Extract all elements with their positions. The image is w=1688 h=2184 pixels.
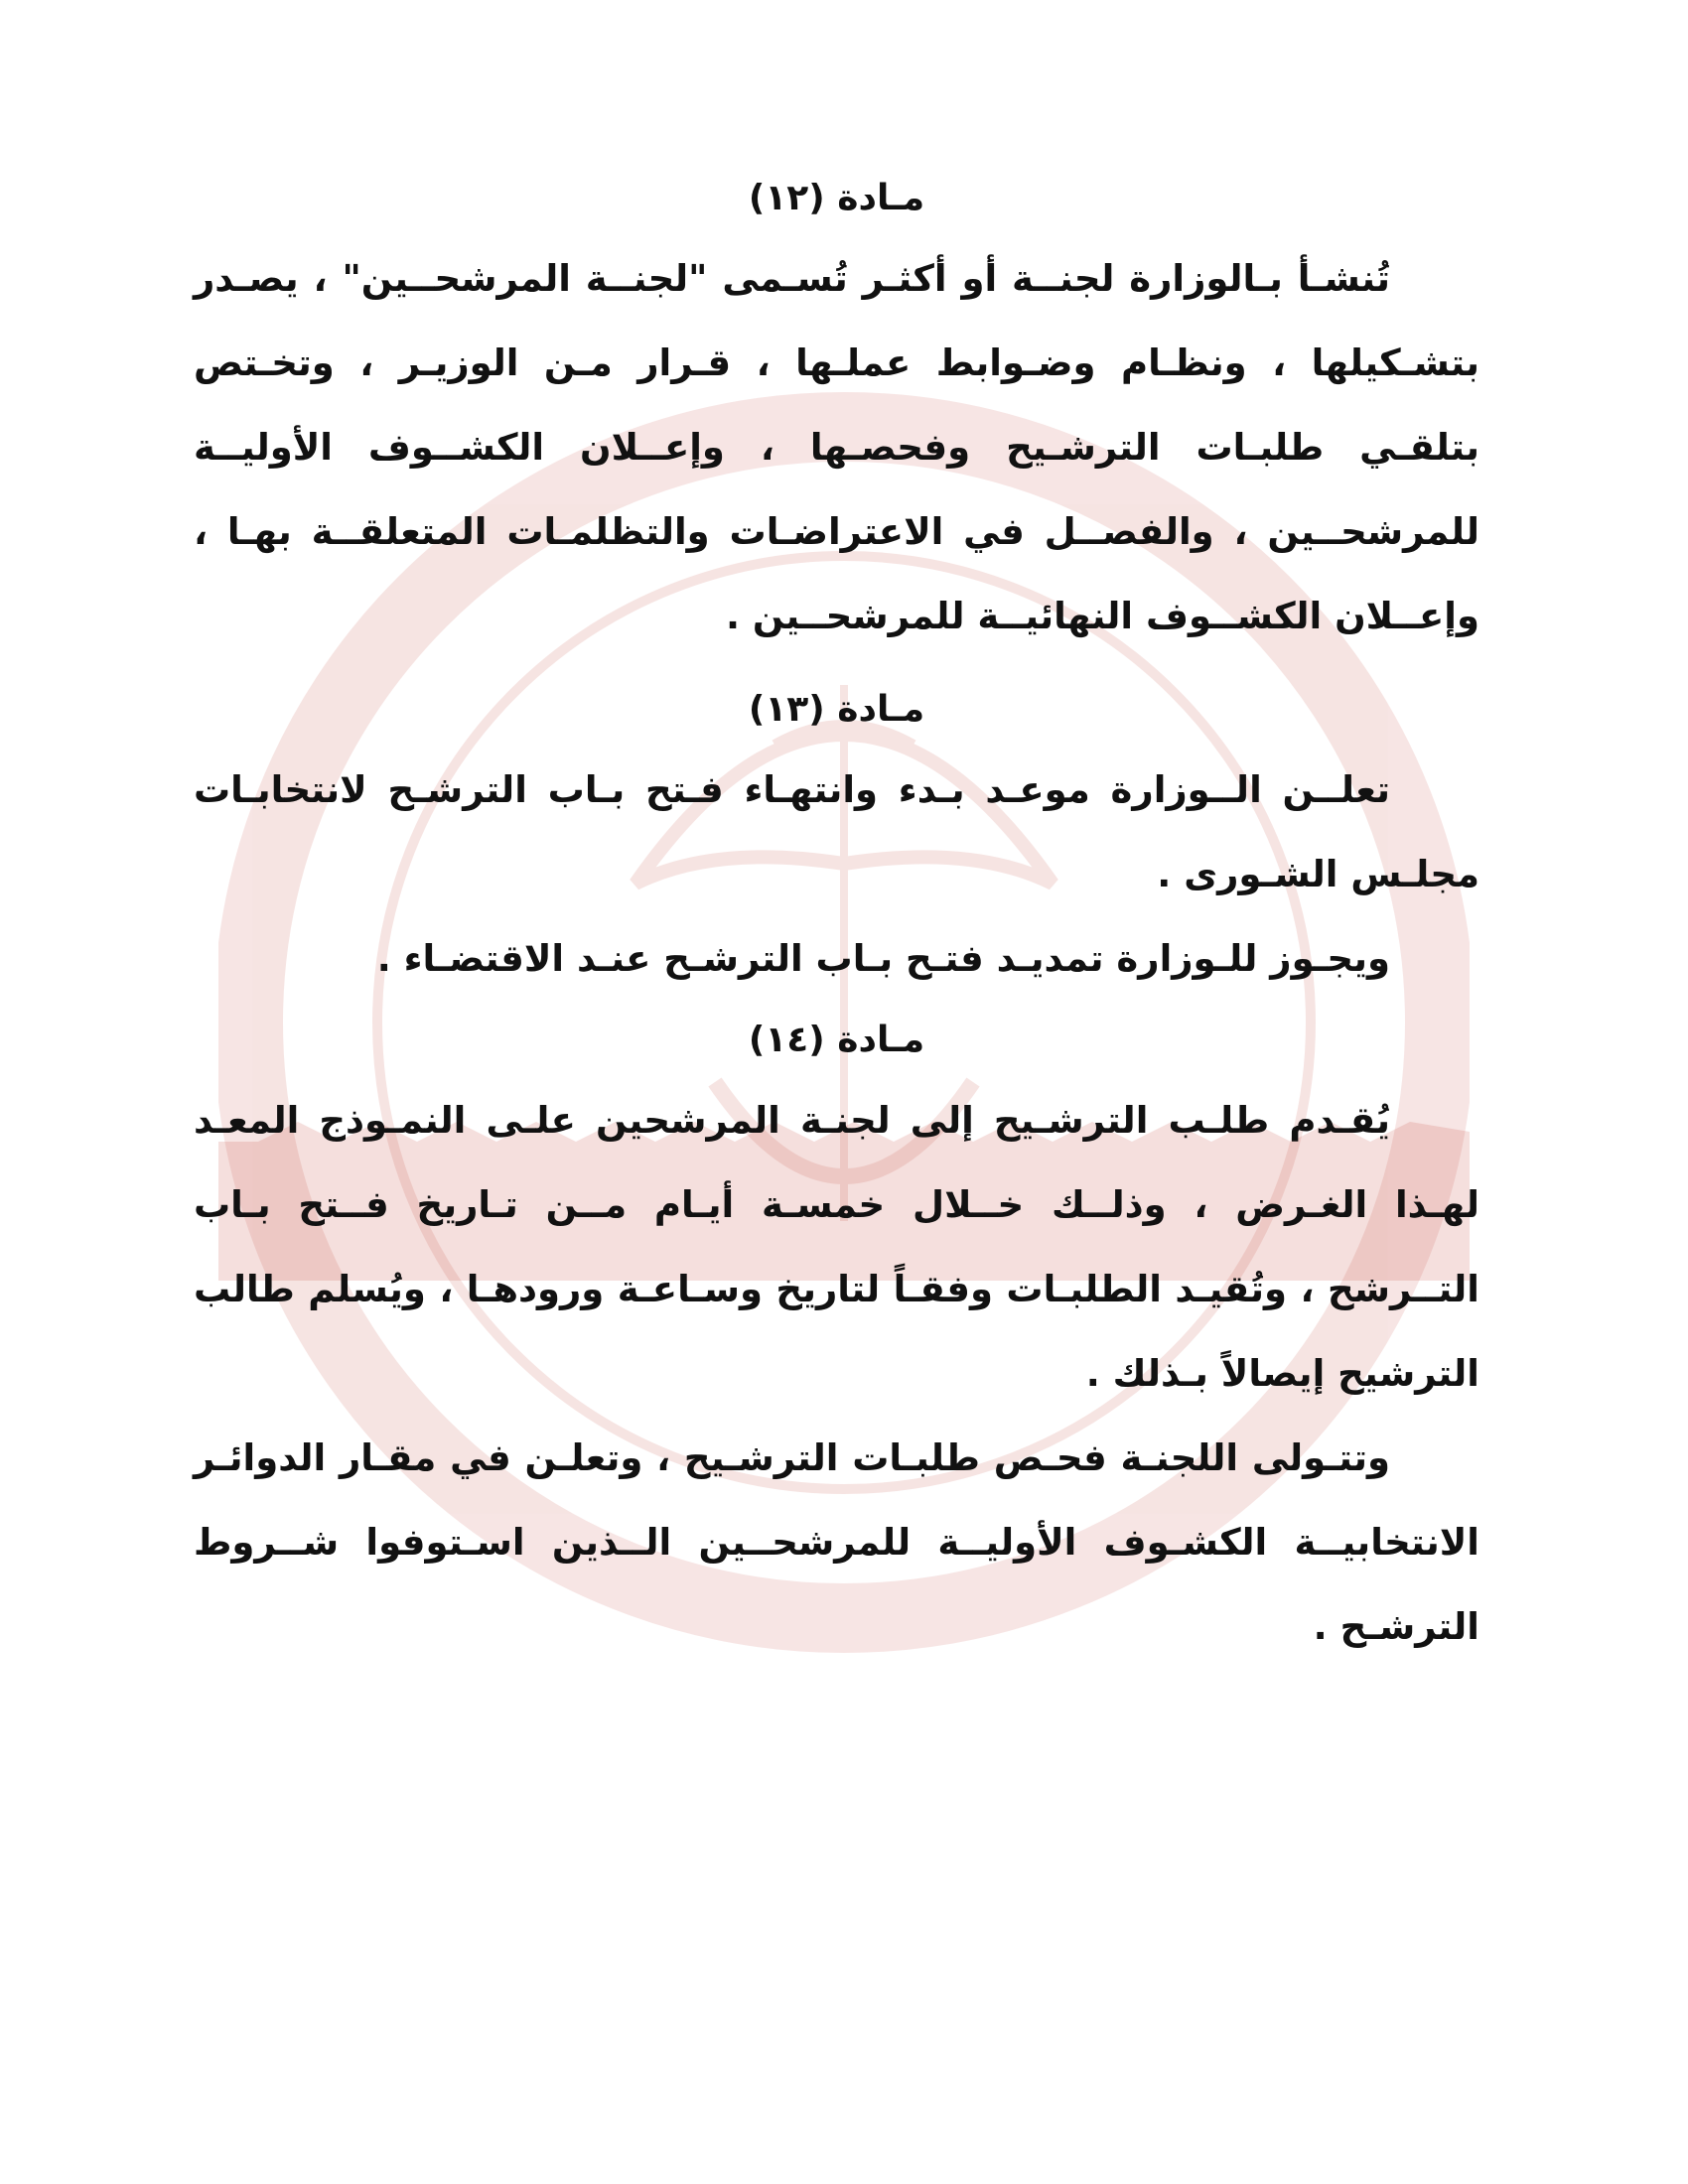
document-body — [194, 169, 1479, 1669]
article-12 — [194, 169, 1479, 658]
article-paragraph: يُقـدم طلـب الترشـيح إلى لجنـة المرشحين علـى النمـوذج المعـد لهـذا الغـرض ، وذلــك خــلال خمسـة أيـام مــن تـاريخ فــتح بـاب التــرشح ، وتُقيـد الطلبـات وفقـاً لتاريخ وسـاعـة ورودهـا ، ويُسلم طالب الترشيح إيصالاً بـذلك . — [194, 1099, 1479, 1395]
article-heading: مـادة (١٢) — [748, 178, 925, 218]
article-heading: مـادة (١٣) — [748, 689, 925, 730]
article-paragraph: تعلــن الــوزارة موعـد بـدء وانتهـاء فـتح بـاب الترشـح لانتخابـات مجلـس الشـورى . — [194, 768, 1479, 895]
article-heading: مـادة (١٤) — [748, 1020, 925, 1060]
article-14 — [194, 1011, 1479, 1669]
article-paragraph: تُنشـأ بـالوزارة لجنــة أو أكثـر تُسـمى "لجنــة المرشحــين" ، يصـدر بتشـكيلها ، ونظـام وضـوابط عملـها ، قـرار مـن الوزيـر ، وتخـتص بتلقـي طلبـات الترشـيح وفحصـها ، وإعــلان الكشــوف الأوليــة للمرشحــين ، والفصــل في الاعتراضـات والتظلمـات المتعلقــة بهـا ، وإعــلان الكشــوف النهائيــة للمرشحــين . — [194, 257, 1479, 637]
article-13 — [194, 680, 1479, 1001]
article-paragraph: ويجـوز للـوزارة تمديـد فتـح بـاب الترشـح عنـد الاقتضـاء . — [376, 937, 1390, 980]
article-paragraph: وتتـولى اللجنـة فحـص طلبـات الترشـيح ، وتعلـن في مقـار الدوائـر الانتخابيــة الكشـوف الأوليــة للمرشحــين الــذين اسـتوفوا شــروط الترشـح . — [194, 1436, 1479, 1648]
